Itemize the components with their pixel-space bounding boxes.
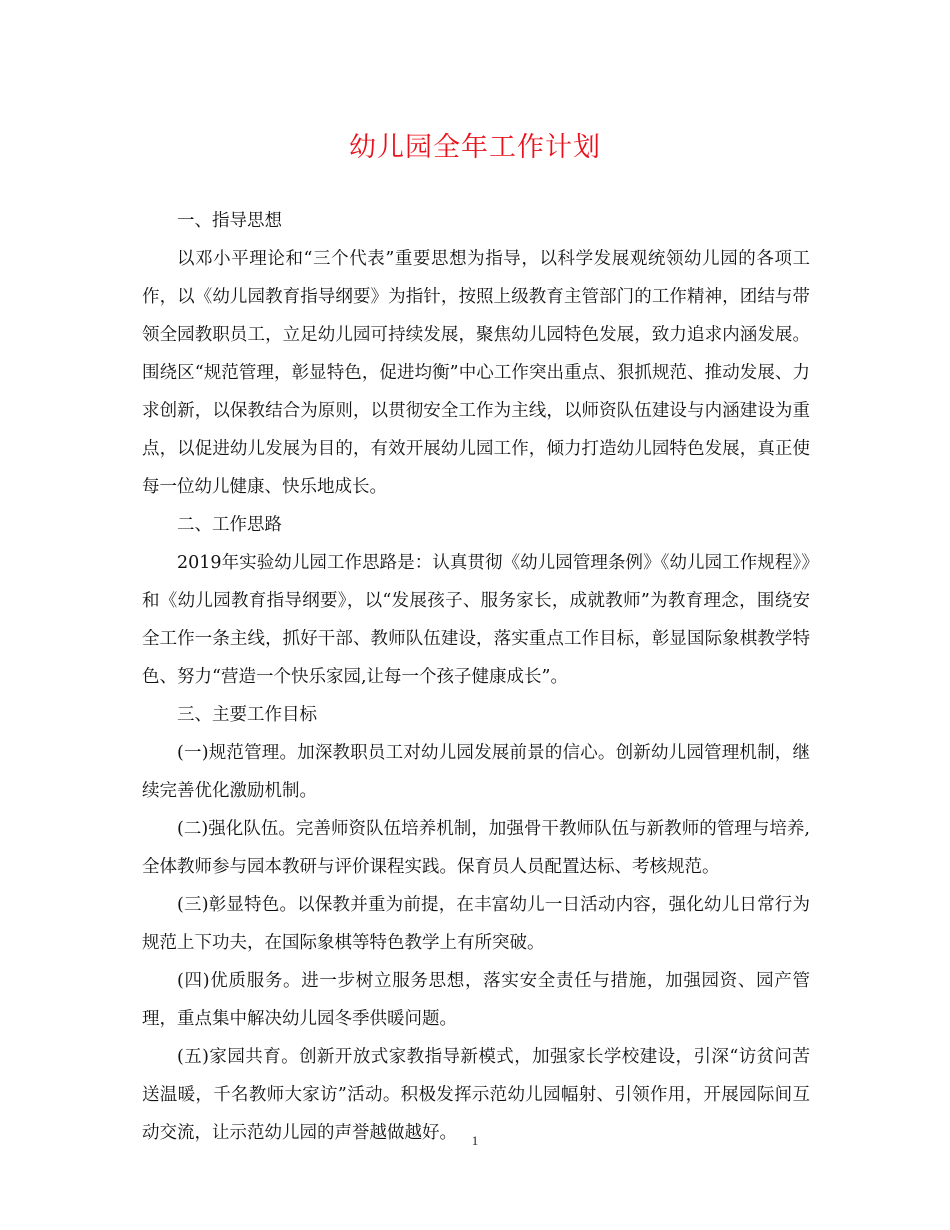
goal-item-features: (三)彰显特色。以保教并重为前提，在丰富幼儿一日活动内容，强化幼儿日常行为规范上下功夫，在国际象棋等特色教学上有所突破。 bbox=[142, 895, 810, 953]
page-number: 1 bbox=[471, 1133, 479, 1148]
paragraph-guiding-ideology: 以邓小平理论和“三个代表”重要思想为指导，以科学发展观统领幼儿园的各项工作，以《幼儿园教育指导纲要》为指针，按照上级教育主管部门的工作精神，团结与带领全园教职员工，立足幼儿园可持续发展，聚焦幼儿园特色发展，致力追求内涵发展。围绕区“规范管理，彰显特色，促进均衡”中心工作突出重点、狠抓规范、推动发展、力求创新，以保教结合为原则，以贯彻安全工作为主线，以师资队伍建设与内涵建设为重点，以促进幼儿发展为目的，有效开展幼儿园工作，倾力打造幼儿园特色发展，真正使每一位幼儿健康、快乐地成长。 bbox=[142, 249, 810, 497]
heading-work-approach: 二、工作思路 bbox=[177, 515, 282, 535]
heading-main-goals: 三、主要工作目标 bbox=[177, 705, 317, 725]
goal-item-home-school: (五)家园共育。创新开放式家教指导新模式，加强家长学校建设，引深“访贫问苦送温暖，千名教师大家访”活动。积极发挥示范幼儿园幅射、引领作用，开展园际间互动交流，让示范幼儿园的声誉越做越好。 bbox=[142, 1047, 810, 1143]
paragraph-work-approach: 2019年实验幼儿园工作思路是：认真贯彻《幼儿园管理条例》《幼儿园工作规程》》和《幼儿园教育指导纲要》，以“发展孩子、服务家长，成就教师”为教育理念，围绕安全工作一条主线，抓好干部、教师队伍建设，落实重点工作目标，彰显国际象棋教学特色、努力“营造一个快乐家园,让每一个孩子健康成长”。 bbox=[142, 553, 810, 687]
document-title: 幼儿园全年工作计划 bbox=[349, 132, 601, 163]
goal-item-service: (四)优质服务。进一步树立服务思想，落实安全责任与措施，加强园资、园产管理，重点集中解决幼儿园冬季供暖问题。 bbox=[142, 971, 810, 1029]
goal-item-team: (二)强化队伍。完善师资队伍培养机制，加强骨干教师队伍与新教师的管理与培养,全体教师参与园本教研与评价课程实践。保育员人员配置达标、考核规范。 bbox=[142, 819, 810, 877]
document-body bbox=[142, 202, 810, 1152]
heading-guiding-ideology: 一、指导思想 bbox=[177, 211, 282, 231]
goal-item-management: (一)规范管理。加深教职员工对幼儿园发展前景的信心。创新幼儿园管理机制，继续完善优化激励机制。 bbox=[142, 743, 810, 801]
